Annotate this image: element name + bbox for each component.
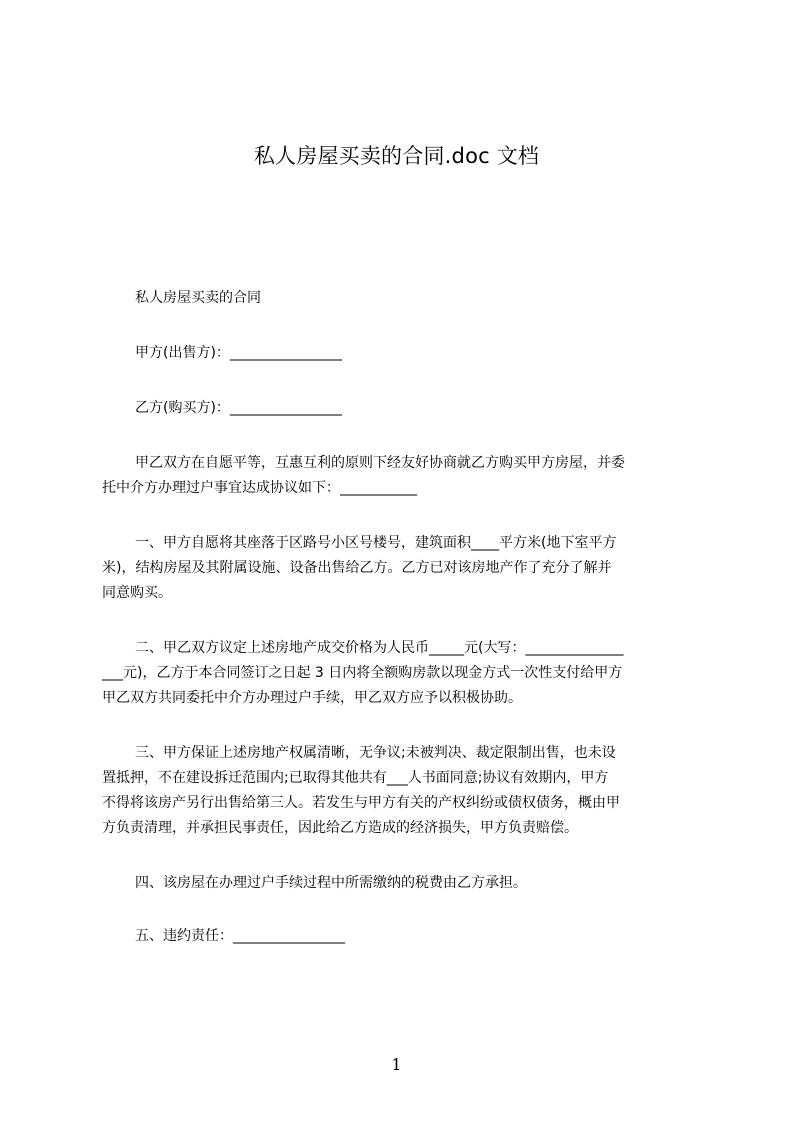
clause-two-line-3: 甲乙双方共同委托中介方办理过户手续，甲乙双方应予以积极协助。 [102, 690, 522, 706]
clause-three-line-4: 方负责清理，并承担民事责任，因此给乙方造成的经济损失，甲方负责赔偿。 [102, 820, 578, 836]
buyer-field: 乙方(购买方)：________________ [135, 400, 342, 416]
clause-two-line-1: 二、甲乙双方议定上述房地产成交价格为人民币_____元(大写：______________ [135, 640, 624, 656]
clause-two-line-2: ___元)，乙方于本合同签订之日起 3 日内将全额购房款以现金方式一次性支付给甲方 [102, 665, 623, 681]
clause-five: 五、违约责任：________________ [135, 928, 345, 944]
paragraph-gap [102, 421, 706, 451]
clause-three-line-3: 不得将该房产另行出售给第三人。若发生与甲方有关的产权纠纷或债权债务，概由甲 [102, 795, 620, 811]
clause-one-line-1: 一、甲方自愿将其座落于区路号小区号楼号，建筑面积____平方米(地下室平方 [135, 535, 617, 551]
contract-heading: 私人房屋买卖的合同 [135, 290, 261, 306]
paragraph-gap [102, 711, 706, 741]
clause-one-line-2: 米)，结构房屋及其附属设施、设备出售给乙方。乙方已对该房地产作了充分了解并 [102, 560, 612, 576]
contract-body [102, 286, 706, 949]
clause-one-line-3: 同意购买。 [102, 585, 172, 601]
clause-three-line-2: 置抵押，不在建设拆迁范围内;已取得其他共有___人书面同意;协议有效期内，甲方 [102, 770, 609, 786]
paragraph-gap [102, 896, 706, 924]
agreement-intro-line-1: 甲乙双方在自愿平等，互惠互利的原则下经友好协商就乙方购买甲方房屋，并委 [135, 455, 625, 471]
clause-four: 四、该房屋在办理过户手续过程中所需缴纳的税费由乙方承担。 [135, 875, 527, 891]
paragraph-gap [102, 311, 706, 341]
paragraph-gap [102, 606, 706, 636]
agreement-intro-line-2: 托中介方办理过户事宜达成协议如下：___________ [102, 480, 417, 496]
page-number: 1 [391, 1055, 402, 1074]
paragraph-gap [102, 501, 706, 531]
paragraph-gap [102, 841, 706, 871]
document-title: 私人房屋买卖的合同.doc 文档 [253, 144, 540, 168]
clause-three-line-1: 三、甲方保证上述房地产权属清晰，无争议;未被判决、裁定限制出售，也未设 [135, 745, 616, 761]
seller-field: 甲方(出售方)：________________ [135, 345, 342, 361]
paragraph-gap [102, 366, 706, 396]
